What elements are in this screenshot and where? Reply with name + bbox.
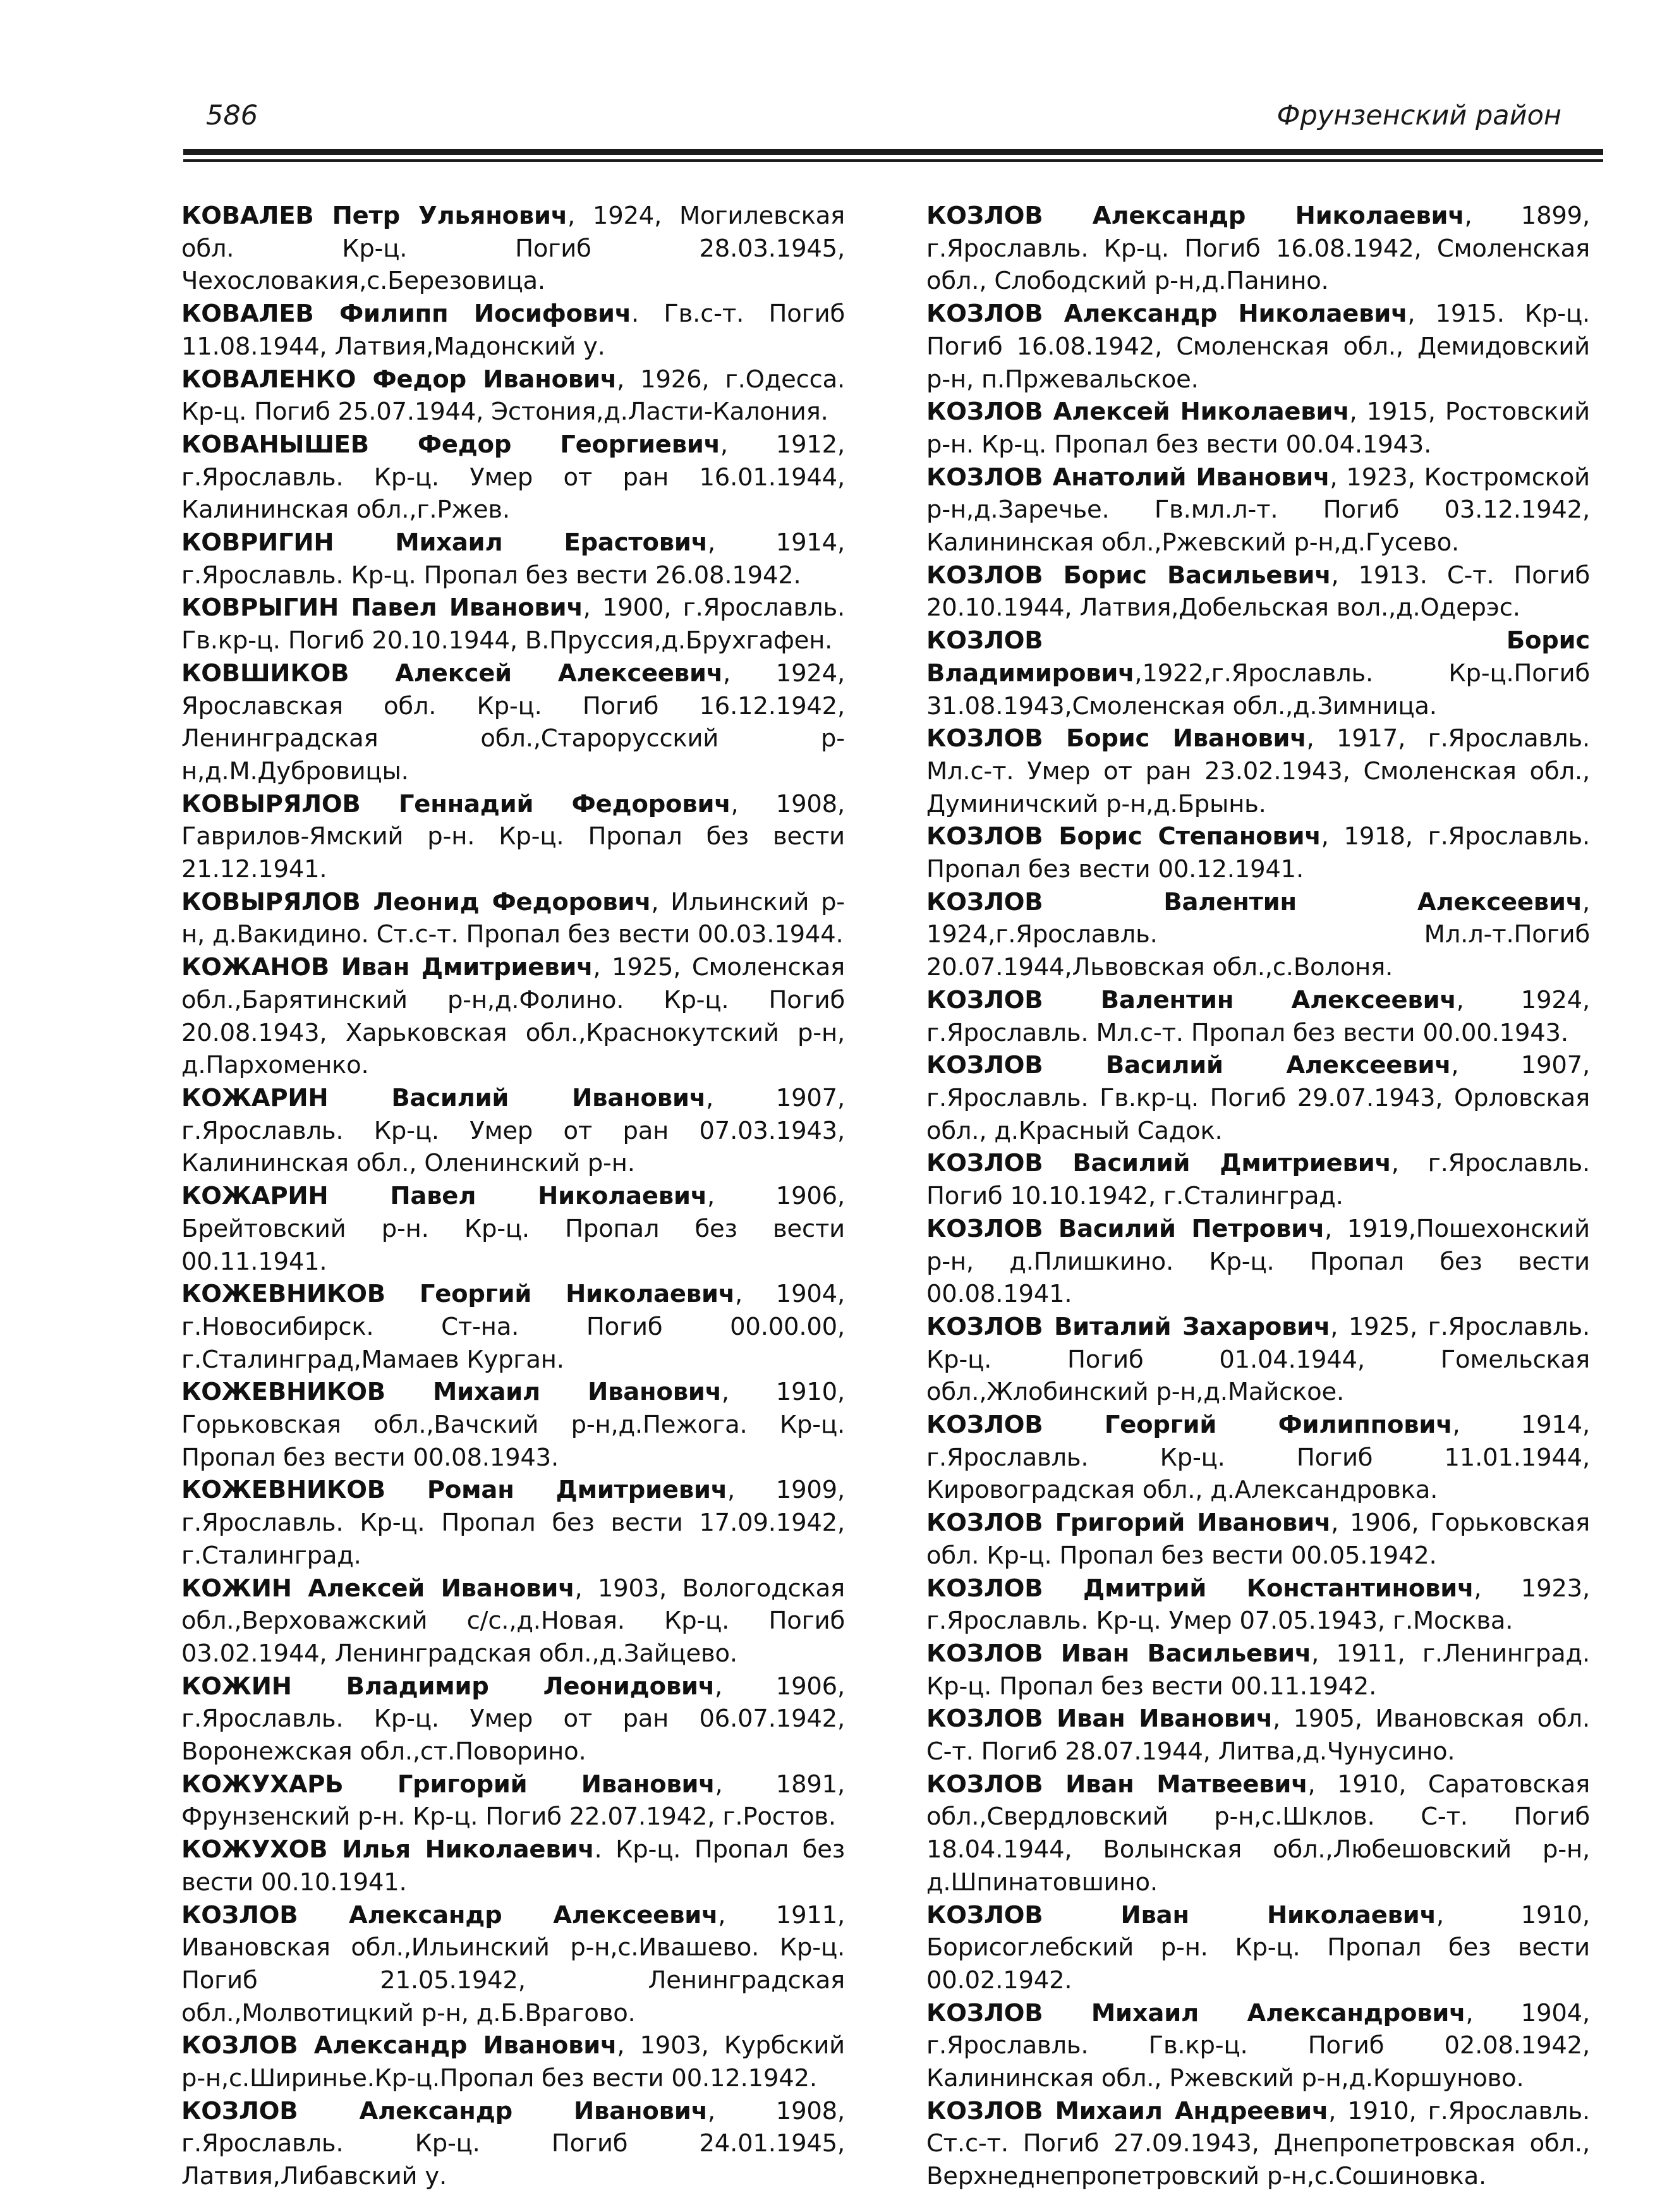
record-entry: [926, 1768, 1590, 1899]
record-entry: [181, 2095, 845, 2193]
record-name: КОВРЫГИН Павел Иванович: [181, 593, 583, 623]
record-name: КОЗЛОВ Михаил Андреевич: [926, 2096, 1329, 2125]
record-details: , 1925, г.Ярославль. Кр-ц. Погиб 01.04.1944, Гомельская обл.,Жлобинский р-н,д.Майское.: [926, 1312, 1590, 1407]
record-name: КОЗЛОВ Александр Алексеевич: [181, 1900, 718, 1929]
record-entry: [926, 559, 1590, 624]
record-name: КОЖИН Алексей Иванович: [181, 1574, 575, 1603]
record-name: КОЖИН Владимир Леонидович: [181, 1672, 715, 1701]
record-name: КОЗЛОВ Александр Иванович: [181, 2031, 617, 2060]
record-entry: [181, 363, 845, 428]
record-details: , 1907, г.Ярославль. Гв.кр-ц. Погиб 29.07.1943, Орловская обл., д.Красный Садок.: [926, 1051, 1591, 1145]
record-entry: [926, 1147, 1590, 1212]
record-details: , 1924, Могилевская обл. Кр-ц. Погиб 28.03.1945, Чехословакия,с.Березовица.: [181, 202, 845, 296]
record-entry: [181, 2029, 845, 2094]
record-name: КОЖАРИН Василий Иванович: [181, 1083, 706, 1112]
record-entry: [926, 1409, 1590, 1507]
record-name: КОЗЛОВ Василий Алексеевич: [926, 1051, 1452, 1080]
record-details: , 1903, Курбский р-н,с.Ширинье.Кр-ц.Пропал без вести 00.12.1942.: [181, 2031, 845, 2093]
record-details: , 1924, г.Ярославль. Мл.с-т. Пропал без вести 00.00.1943.: [926, 985, 1591, 1047]
record-entry: [926, 1899, 1590, 1997]
record-name: КОВАЛЕВ Филипп Иосифович: [181, 300, 632, 329]
record-name: КОЗЛОВ Борис Иванович: [926, 724, 1307, 753]
record-name: КОЗЛОВ Александр Николаевич: [926, 300, 1408, 329]
record-entry: [181, 200, 845, 298]
record-details: , 1914, г.Ярославль. Кр-ц. Погиб 11.01.1944, Кировоградская обл., д.Александровка.: [926, 1411, 1591, 1505]
record-name: КОЖАРИН Павел Николаевич: [181, 1182, 707, 1211]
record-details: , 1906, Брейтовский р-н. Кр-ц. Пропал без вести 00.11.1941.: [181, 1182, 845, 1276]
record-entry: [181, 1670, 845, 1768]
record-details: , 1910, Горьковская обл.,Вачский р-н,д.Пежога. Кр-ц. Пропал без вести 00.08.1943.: [181, 1378, 845, 1472]
record-name: КОЗЛОВ Валентин Алексеевич: [926, 887, 1582, 916]
record-details: , 1891, Фрунзенский р-н. Кр-ц. Погиб 22.07.1942, г.Ростов.: [181, 1770, 845, 1832]
record-name: КОЗЛОВ Григорий Иванович: [926, 1509, 1331, 1538]
record-name: КОЗЛОВ Алексей Николаевич: [926, 398, 1350, 427]
record-name: КОЗЛОВ Михаил Александрович: [926, 1998, 1466, 2027]
record-name: КОЗЛОВ Василий Петрович: [926, 1214, 1325, 1243]
record-name: КОЖУХОВ Илья Николаевич: [181, 1835, 595, 1864]
record-name: КОЖУХАРЬ Григорий Иванович: [181, 1770, 715, 1799]
record-details: , 1919,Пошехонский р-н, д.Плишкино. Кр-ц. Пропал без вести 00.08.1941.: [926, 1214, 1590, 1309]
record-entry: [181, 428, 845, 526]
record-name: КОВАНЫШЕВ Федор Георгиевич: [181, 430, 720, 459]
record-entry: [926, 2095, 1590, 2193]
record-details: . Кр-ц. Пропал без вести 00.10.1941.: [181, 1835, 845, 1897]
record-entry: [926, 200, 1590, 298]
record-entry: [926, 1703, 1590, 1768]
record-details: , 1906, г.Ярославль. Кр-ц. Умер от ран 06.07.1942, Воронежская обл.,ст.Поворино.: [181, 1672, 845, 1766]
record-entry: [926, 886, 1590, 984]
record-entry: [181, 1278, 845, 1376]
record-name: КОЖАНОВ Иван Дмитриевич: [181, 953, 593, 982]
record-entry: [181, 1899, 845, 2030]
record-details: , 1910, Саратовская обл.,Свердловский р-н,с.Шклов. С-т. Погиб 18.04.1944, Волынская обл.,Любешовский р-н, д.Шпинатовшино.: [926, 1770, 1591, 1897]
record-details: , 1926, г.Одесса. Кр-ц. Погиб 25.07.1944, Эстония,д.Ласти-Калония.: [181, 365, 845, 427]
record-entry: [926, 1049, 1590, 1147]
record-entry: [926, 1572, 1590, 1638]
record-details: , 1923, Костромской р-н,д.Заречье. Гв.мл.л-т. Погиб 03.12.1942, Калининская обл.,Ржевский р-н,д.Гусево.: [926, 463, 1590, 557]
record-name: КОЗЛОВ Иван Васильевич: [926, 1639, 1312, 1668]
record-details: , 1909, г.Ярославль. Кр-ц. Пропал без вести 17.09.1942, г.Сталинград.: [181, 1476, 845, 1570]
page-header: [183, 95, 1561, 139]
record-details: , 1915, Ростовский р-н. Кр-ц. Пропал без вести 00.04.1943.: [926, 398, 1590, 459]
record-name: КОЗЛОВ Александр Николаевич: [926, 202, 1465, 230]
record-details: , 1917, г.Ярославль. Мл.с-т. Умер от ран 23.02.1943, Смоленская обл., Думиничский р-н,д.Брынь.: [926, 724, 1590, 818]
right-column: [926, 200, 1590, 2193]
record-name: КОЗЛОВ Виталий Захарович: [926, 1312, 1331, 1341]
record-entry: [181, 1376, 845, 1474]
record-entry: [181, 788, 845, 886]
record-details: , 1924,г.Ярославль. Мл.л-т.Погиб 20.07.1944,Львовская обл.,с.Волоня.: [926, 887, 1590, 982]
record-name: КОЗЛОВ Александр Иванович: [181, 2096, 708, 2125]
record-entry: [181, 886, 845, 951]
record-name: КОВЫРЯЛОВ Геннадий Федорович: [181, 789, 731, 818]
record-details: , 1924, Ярославская обл. Кр-ц. Погиб 16.12.1942, Ленинградская обл.,Старорусский р-н,д.М.Дубровицы.: [181, 659, 845, 786]
record-entry: [926, 624, 1590, 722]
record-details: , 1923, г.Ярославль. Кр-ц. Умер 07.05.1943, г.Москва.: [926, 1574, 1590, 1636]
header-rule-thin: [183, 159, 1603, 162]
record-entry: [926, 1507, 1590, 1572]
record-details: , 1903, Вологодская обл.,Верховажский с/с.,д.Новая. Кр-ц. Погиб 03.02.1944, Ленинградская обл.,д.Зайцево.: [181, 1574, 845, 1668]
record-entry: [926, 722, 1590, 820]
record-name: КОЗЛОВ Борис Степанович: [926, 822, 1321, 851]
record-entry: [926, 298, 1590, 396]
record-entry: [926, 1213, 1590, 1311]
record-entry: [926, 820, 1590, 885]
record-entry: [181, 1474, 845, 1572]
record-name: КОЗЛОВ Борис Владимирович: [926, 626, 1590, 688]
record-entry: [181, 1180, 845, 1278]
record-entry: [181, 657, 845, 788]
record-name: КОЖЕВНИКОВ Георгий Николаевич: [181, 1280, 735, 1309]
record-name: КОЗЛОВ Анатолий Иванович: [926, 463, 1330, 492]
record-details: , 1910, г.Ярославль. Ст.с-т. Погиб 27.09.1943, Днепропетровская обл., Верхнеднепропетровский р-н,с.Сошиновка.: [926, 2096, 1590, 2191]
record-details: , 1915. Кр-ц. Погиб 16.08.1942, Смоленская обл., Демидовский р-н, п.Пржевальское.: [926, 300, 1590, 394]
record-name: КОВРИГИН Михаил Ерастович: [181, 528, 708, 557]
record-entry: [926, 396, 1590, 461]
record-details: , 1918, г.Ярославль. Пропал без вести 00.12.1941.: [926, 822, 1590, 884]
record-entry: [926, 1311, 1590, 1409]
record-name: КОЗЛОВ Валентин Алексеевич: [926, 985, 1457, 1014]
record-entry: [926, 1638, 1590, 1703]
record-details: , 1925, Смоленская обл.,Барятинский р-н,д.Фолино. Кр-ц. Погиб 20.08.1943, Харьковская обл.,Краснокутский р-н, д.Пархоменко.: [181, 953, 845, 1080]
record-name: КОВЫРЯЛОВ Леонид Федорович: [181, 887, 652, 916]
record-name: КОЗЛОВ Иван Николаевич: [926, 1900, 1436, 1929]
record-entry: [926, 984, 1590, 1049]
page-number: 586: [206, 100, 258, 131]
record-entry: [181, 951, 845, 1082]
record-details: , 1904, г.Ярославль. Гв.кр-ц. Погиб 02.08.1942, Калининская обл., Ржевский р-н,д.Коршуново.: [926, 1998, 1591, 2093]
record-details: , 1904, г.Новосибирск. Ст-на. Погиб 00.00.00, г.Сталинград,Мамаев Курган.: [181, 1280, 846, 1374]
record-name: КОЖЕВНИКОВ Роман Дмитриевич: [181, 1476, 727, 1505]
record-name: КОЗЛОВ Георгий Филиппович: [926, 1411, 1453, 1440]
record-details: , 1900, г.Ярославль. Гв.кр-ц. Погиб 20.10.1944, В.Пруссия,д.Брухгафен.: [181, 593, 845, 655]
section-title: Фрунзенский район: [1276, 100, 1561, 131]
record-details: . Гв.с-т. Погиб 11.08.1944, Латвия,Мадонский у.: [181, 300, 845, 361]
record-entry: [181, 1833, 845, 1899]
record-details: , 1907, г.Ярославль. Кр-ц. Умер от ран 07.03.1943, Калининская обл., Оленинский р-н.: [181, 1083, 845, 1178]
record-details: , 1899, г.Ярославль. Кр-ц. Погиб 16.08.1942, Смоленская обл., Слободский р-н,д.Панино.: [926, 202, 1590, 296]
record-details: , г.Ярославль. Погиб 10.10.1942, г.Сталинград.: [926, 1149, 1591, 1211]
record-details: , 1906, Горьковская обл. Кр-ц. Пропал без вести 00.05.1942.: [926, 1509, 1591, 1570]
record-entry: [181, 1082, 845, 1180]
record-details: , 1910, Борисоглебский р-н. Кр-ц. Пропал без вести 00.02.1942.: [926, 1900, 1591, 1995]
record-entry: [181, 1572, 845, 1670]
record-name: КОВШИКОВ Алексей Алексеевич: [181, 659, 723, 688]
record-entry: [181, 592, 845, 657]
record-name: КОЗЛОВ Дмитрий Константинович: [926, 1574, 1474, 1603]
record-details: , 1908, г.Ярославль. Кр-ц. Погиб 24.01.1945, Латвия,Либавский у.: [181, 2096, 845, 2191]
record-details: , 1905, Ивановская обл. С-т. Погиб 28.07.1944, Литва,д.Чунусино.: [926, 1705, 1590, 1766]
record-name: КОЖЕВНИКОВ Михаил Иванович: [181, 1378, 722, 1407]
record-entry: [926, 1997, 1590, 2095]
record-details: , 1908, Гаврилов-Ямский р-н. Кр-ц. Пропал без вести 21.12.1941.: [181, 789, 845, 884]
record-details: ,1922,г.Ярославль. Кр-ц.Погиб 31.08.1943,Смоленская обл.,д.Зимница.: [926, 659, 1590, 720]
record-name: КОЗЛОВ Борис Васильевич: [926, 561, 1331, 590]
header-rule-thick: [183, 149, 1603, 155]
record-entry: [181, 298, 845, 363]
record-name: КОЗЛОВ Иван Матвеевич: [926, 1770, 1308, 1799]
record-details: , 1913. С-т. Погиб 20.10.1944, Латвия,Добельская вол.,д.Одерэс.: [926, 561, 1590, 623]
record-details: , 1912, г.Ярославль. Кр-ц. Умер от ран 16.01.1944, Калининская обл.,г.Ржев.: [181, 430, 845, 525]
record-details: , Ильинский р-н, д.Вакидино. Ст.с-т. Пропал без вести 00.03.1944.: [181, 887, 845, 949]
record-entry: [926, 461, 1590, 559]
record-name: КОВАЛЕНКО Федор Иванович: [181, 365, 617, 394]
record-name: КОВАЛЕВ Петр Ульянович: [181, 202, 568, 230]
record-details: , 1911, г.Ленинград. Кр-ц. Пропал без вести 00.11.1942.: [926, 1639, 1590, 1701]
record-name: КОЗЛОВ Иван Иванович: [926, 1705, 1273, 1734]
record-details: , 1914, г.Ярославль. Кр-ц. Пропал без вести 26.08.1942.: [181, 528, 845, 590]
record-entry: [181, 526, 845, 592]
left-column: [181, 200, 845, 2193]
record-name: КОЗЛОВ Василий Дмитриевич: [926, 1149, 1391, 1178]
record-details: , 1911, Ивановская обл.,Ильинский р-н,с.Ивашево. Кр-ц. Погиб 21.05.1942, Ленинградская обл.,Молвотицкий р-н, д.Б.Врагово.: [181, 1900, 845, 2027]
record-entry: [181, 1768, 845, 1833]
